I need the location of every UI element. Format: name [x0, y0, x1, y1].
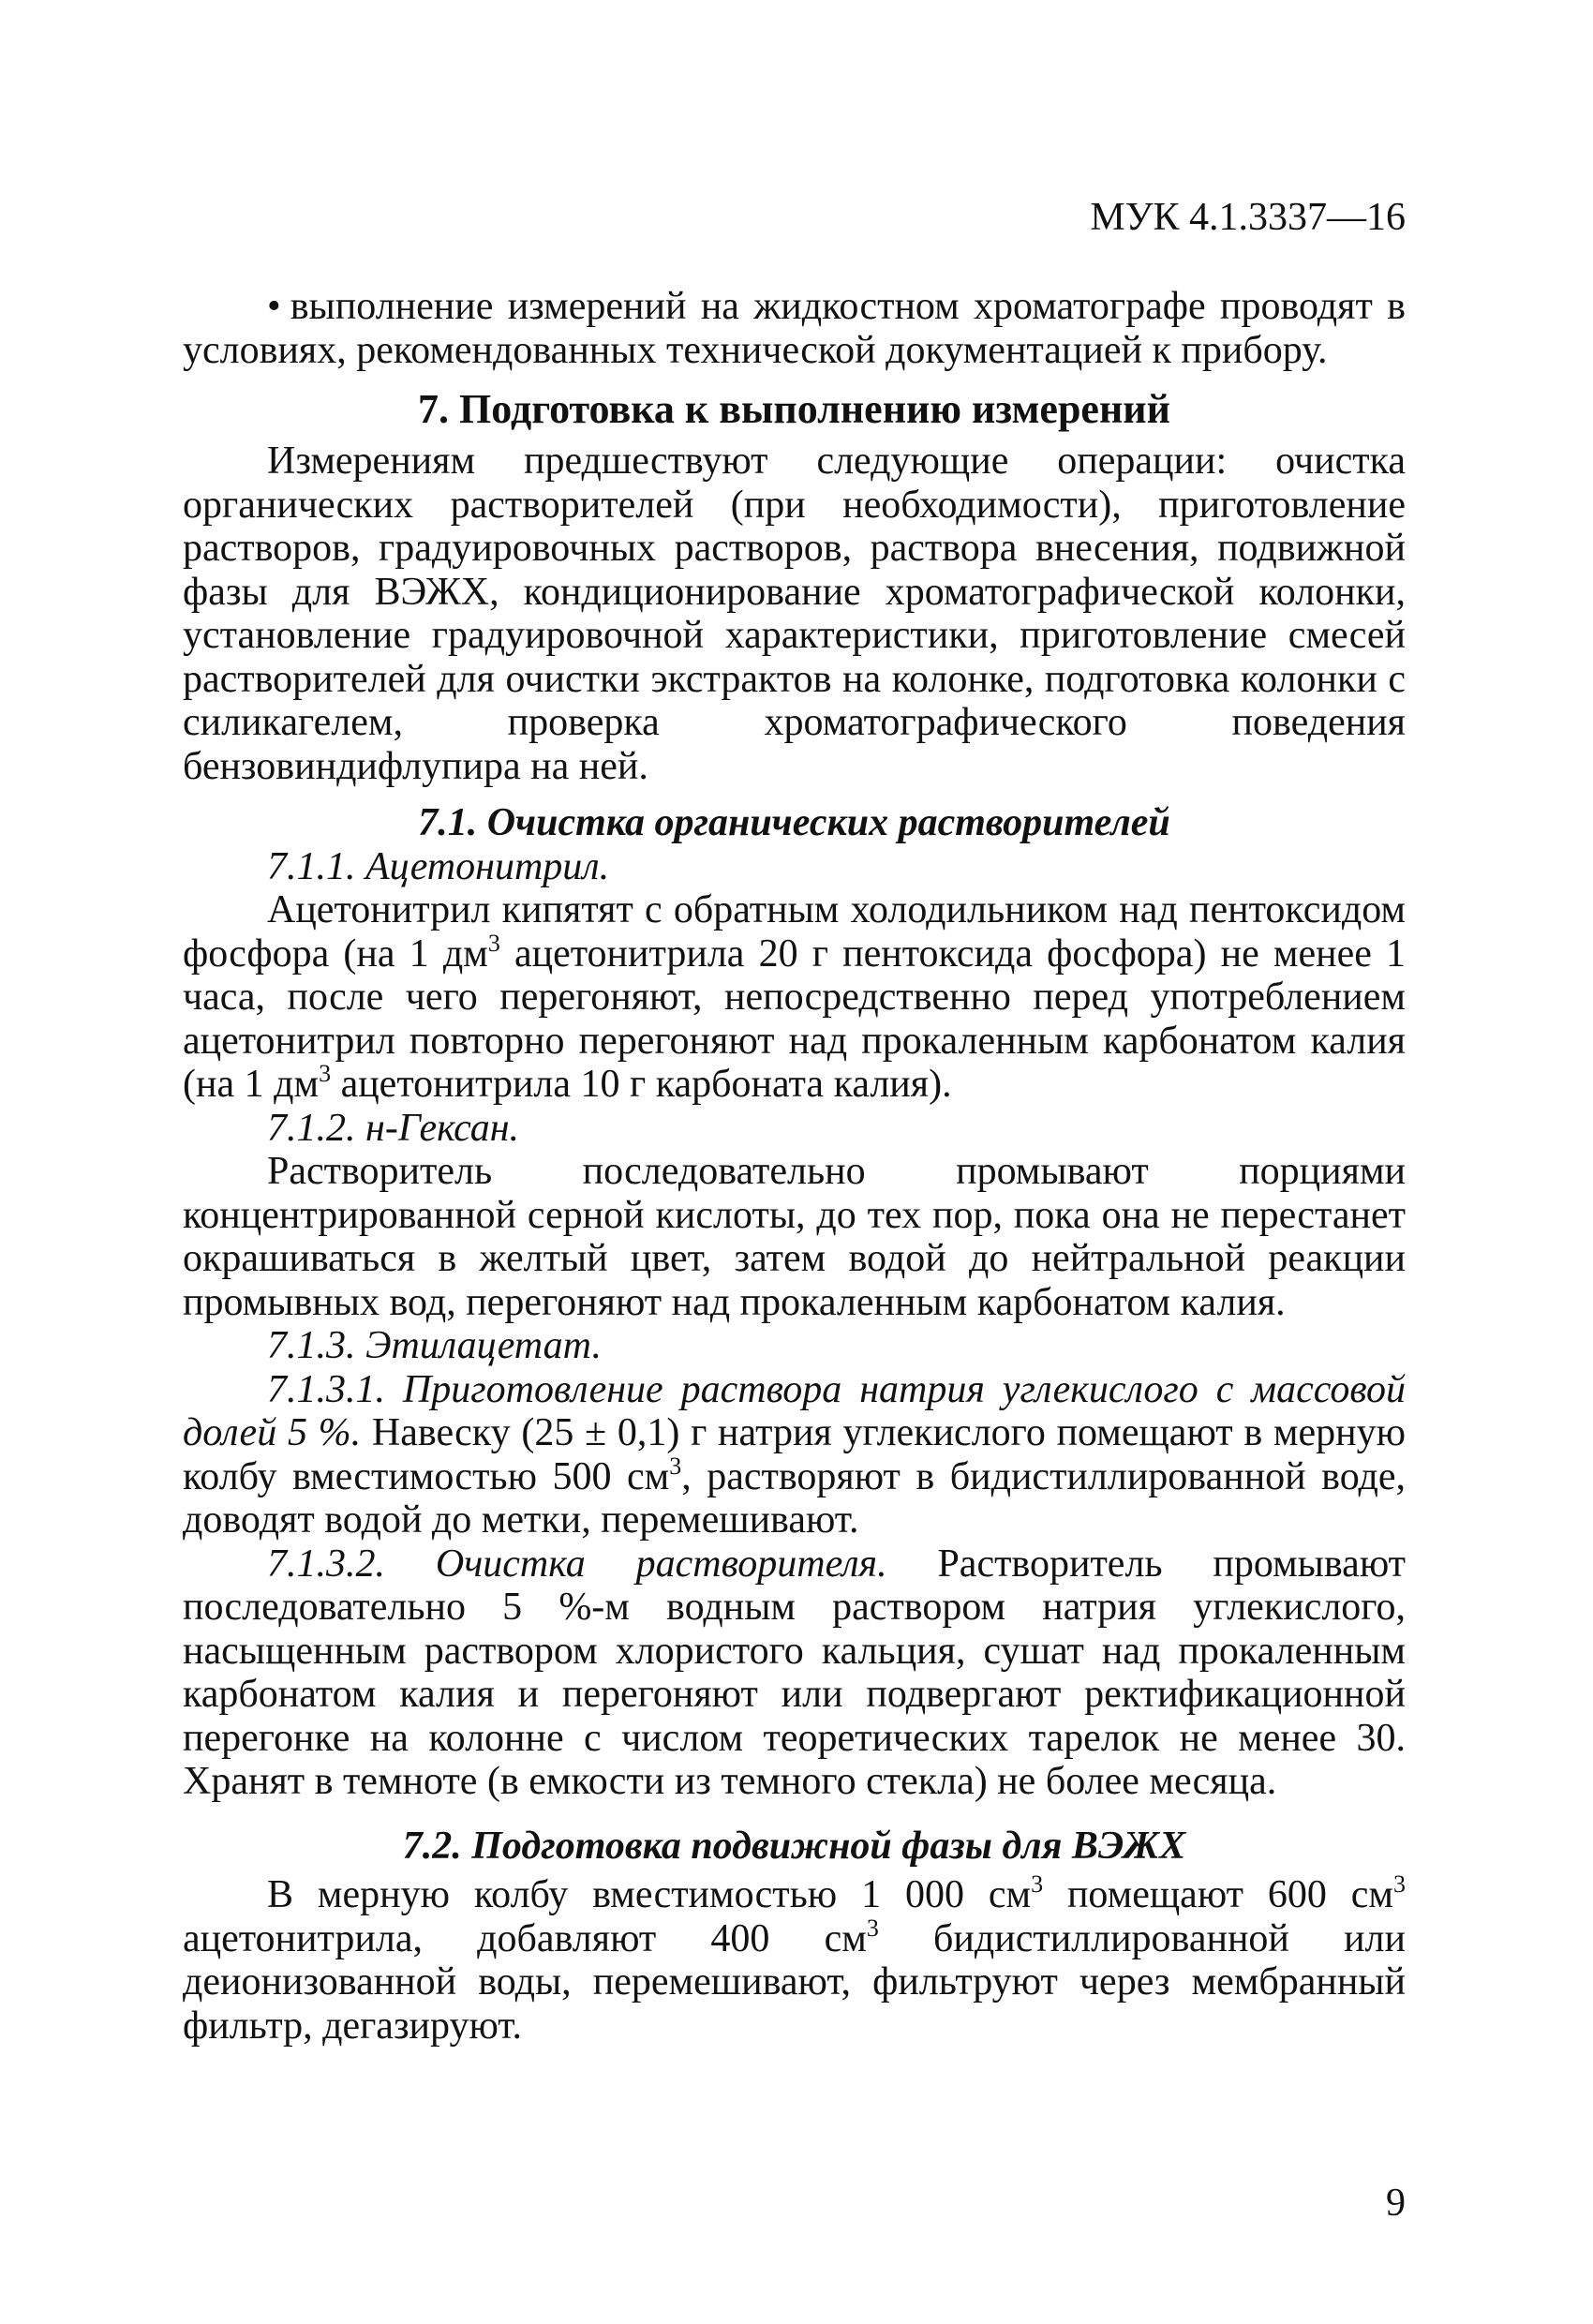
solvent-purification-paragraph — [183, 1542, 1406, 1804]
section-7-1-3-2-title: 7.1.3.2. Очистка растворителя. — [267, 1542, 887, 1586]
section-7-2-title: 7.2. Подготовка подвижной фазы для ВЭЖХ — [402, 1824, 1186, 1868]
section-7-1-1-title: 7.1.1. Ацетонитрил. — [267, 844, 610, 888]
page-content — [183, 285, 1406, 2048]
mobile-phase-text-b: помещают 600 см — [1043, 1873, 1393, 1916]
acetonitrile-paragraph — [183, 888, 1406, 1107]
superscript: 3 — [669, 1452, 682, 1480]
section-7-1-title: 7.1. Очистка органических растворителей — [418, 801, 1170, 844]
solvent-purification-text: Растворитель промывают последовательно 5 %-м водным раствором натрия углекислого, насыщенным раствором хлористого кальция, сушат над прокаленным карбонатом калия и перегоняют или подвергают ректификационной перегонке на колонне с числом теоретических тарелок не менее 30. Хранят в темноте (в емкости из темного стекла) не более месяца. — [183, 1542, 1406, 1803]
page-number: 9 — [1386, 2182, 1406, 2225]
superscript: 3 — [1393, 1870, 1406, 1898]
section-7-1-2-title: 7.1.2. н-Гексан. — [267, 1106, 520, 1150]
mobile-phase-text-c: ацетонитрила, добавляют 400 см — [183, 1916, 867, 1960]
document-code: МУК 4.1.3337—16 — [1090, 196, 1406, 239]
mobile-phase-text-a: В мерную колбу вместимостью 1 000 см — [267, 1873, 1032, 1916]
bullet-icon: • — [267, 285, 281, 328]
section-7-1-3-title: 7.1.3. Этилацетат. — [267, 1324, 602, 1367]
document-page — [183, 0, 1406, 2324]
superscript: 3 — [1031, 1870, 1044, 1898]
section-7-1-3-1-title: 7.1.3.1. Приготовление раствора натрия углекислого с массовой долей 5 %. — [183, 1367, 1406, 1454]
sodium-solution-paragraph — [183, 1368, 1406, 1542]
acetonitrile-text-c: ацетонитрила 10 г карбоната калия). — [331, 1063, 952, 1106]
section-7-intro: Измерениям предшествуют следующие операции: очистка органических растворителей (при необходимости), приготовление растворов, градуировочных растворов, раствора внесения, подвижной фазы для ВЭЖХ, кондиционирование хроматографической колонки, установление градуировочной характеристики, приготовление смесей растворителей для очистки экстрактов на колонке, подготовка колонки с силикагелем, проверка хроматографического поведения бензовиндифлупира на ней. — [183, 439, 1406, 788]
bullet-text: выполнение измерений на жидкостном хроматографе проводят в условиях, рекомендованных технической документацией к прибору. — [183, 285, 1406, 372]
superscript: 3 — [866, 1914, 879, 1942]
hexane-paragraph: Растворитель последовательно промывают порциями концентрированной серной кислоты, до тех пор, пока она не перестанет окрашиваться в желтый цвет, затем водой до нейтральной реакции промывных вод, перегоняют над прокаленным карбонатом калия. — [183, 1150, 1406, 1324]
sodium-solution-text-b: , растворяют в бидистиллированной воде, доводят водой до метки, перемешивают. — [183, 1454, 1406, 1542]
superscript: 3 — [487, 929, 500, 957]
sodium-solution-text-a: Навеску (25 ± 0,1) г натрия углекислого помещают в мерную колбу вместимостью 500 см — [183, 1411, 1407, 1498]
bullet-paragraph — [183, 285, 1406, 372]
superscript: 3 — [319, 1060, 332, 1087]
section-7-title: 7. Подготовка к выполнению измерений — [418, 386, 1170, 432]
mobile-phase-paragraph — [183, 1870, 1406, 2048]
mobile-phase-text-d: бидистиллированной или деионизованной воды, перемешивают, фильтруют через мембранный фильтр, дегазируют. — [183, 1916, 1406, 2048]
acetonitrile-text-b: ацетонитрила 20 г пентоксида фосфора) не менее 1 часа, после чего перегоняют, непосредственно перед употреблением ацетонитрил повторно перегоняют над прокаленным карбонатом калия (на 1 дм — [183, 931, 1407, 1106]
acetonitrile-text-a: Ацетонитрил кипятят с обратным холодильником над пентоксидом фосфора (на 1 дм — [183, 888, 1406, 976]
